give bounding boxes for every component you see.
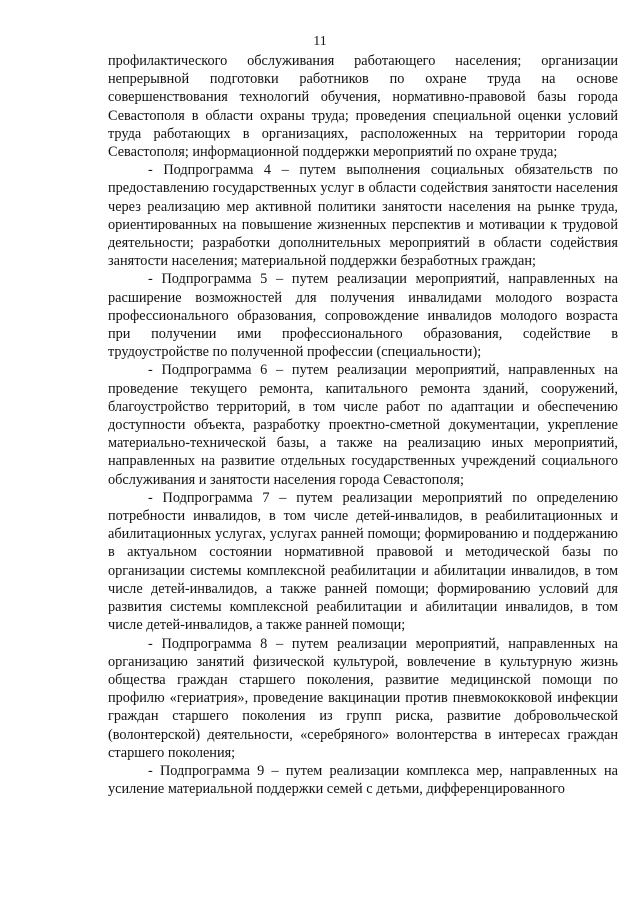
paragraph-subprogram-5: - Подпрограмма 5 – путем реализации мероприятий, направленных на расширение возможностей для получения инвалидами молодого возраста профессионального образования, сопровождение инвалидов молодого возраста при получении ими профессионального образования, содействие в трудоустройстве по полученной профессии (специальности); [108,271,618,361]
paragraph-subprogram-6: - Подпрограмма 6 – путем реализации мероприятий, направленных на проведение текущего ремонта, капитального ремонта зданий, сооружений, благоустройство территорий, в том числе работ по адаптации и обеспечению доступности объекта, разработку проектно-сметной документации, укрепление материально-технической базы, а также на реализацию иных мероприятий, направленных на развитие отдельных государственных учреждений социального обслуживания и занятости населения города Севастополя; [108,362,618,488]
paragraph-subprogram-8: - Подпрограмма 8 – путем реализации мероприятий, направленных на организацию занятий физической культурой, вовлечение в культурную жизнь общества граждан старшего поколения, развитие медицинской помощи по профилю «гериатрия», проведение вакцинации против пневмококковой инфекции граждан старшего поколения из групп риска, развитие добровольческой (волонтерской) деятельности, «серебряного» волонтерства в интересах граждан старшего поколения; [108,635,618,761]
paragraph-subprogram-9: - Подпрограмма 9 – путем реализации комплекса мер, направленных на усиление материальной поддержки семей с детьми, дифференцированного [108,762,618,798]
body-text [108,52,618,798]
page-number: 11 [313,34,327,49]
paragraph-continuation: профилактического обслуживания работающего населения; организации непрерывной подготовки работников по охране труда на основе совершенствования технологий обучения, нормативно-правовой базы города Севастополя в области охраны труда; проведения специальной оценки условий труда работающих в организациях, расположенных на территории города Севастополя; информационной поддержки мероприятий по охране труда; [108,53,618,161]
paragraph-subprogram-4: - Подпрограмма 4 – путем выполнения социальных обязательств по предоставлению государственных услуг в области содействия занятости населения через реализацию мер активной политики занятости населения на рынке труда, ориентированных на повышение жизненных перспектив и мотивации к трудовой деятельности; разработки дополнительных мероприятий в области содействия занятости населения; материальной поддержки безработных граждан; [108,162,618,270]
paragraph-subprogram-7: - Подпрограмма 7 – путем реализации мероприятий по определению потребности инвалидов, в том числе детей-инвалидов, в реабилитационных и абилитационных услугах, услугах ранней помощи; формированию и поддержанию в актуальном состоянии нормативной правовой и методической базы по организации системы комплексной реабилитации и абилитации инвалидов, в том числе детей-инвалидов, а также ранней помощи; формированию условий для развития системы комплексной реабилитации и абилитации инвалидов, в том числе детей-инвалидов, а также ранней помощи; [108,489,618,634]
